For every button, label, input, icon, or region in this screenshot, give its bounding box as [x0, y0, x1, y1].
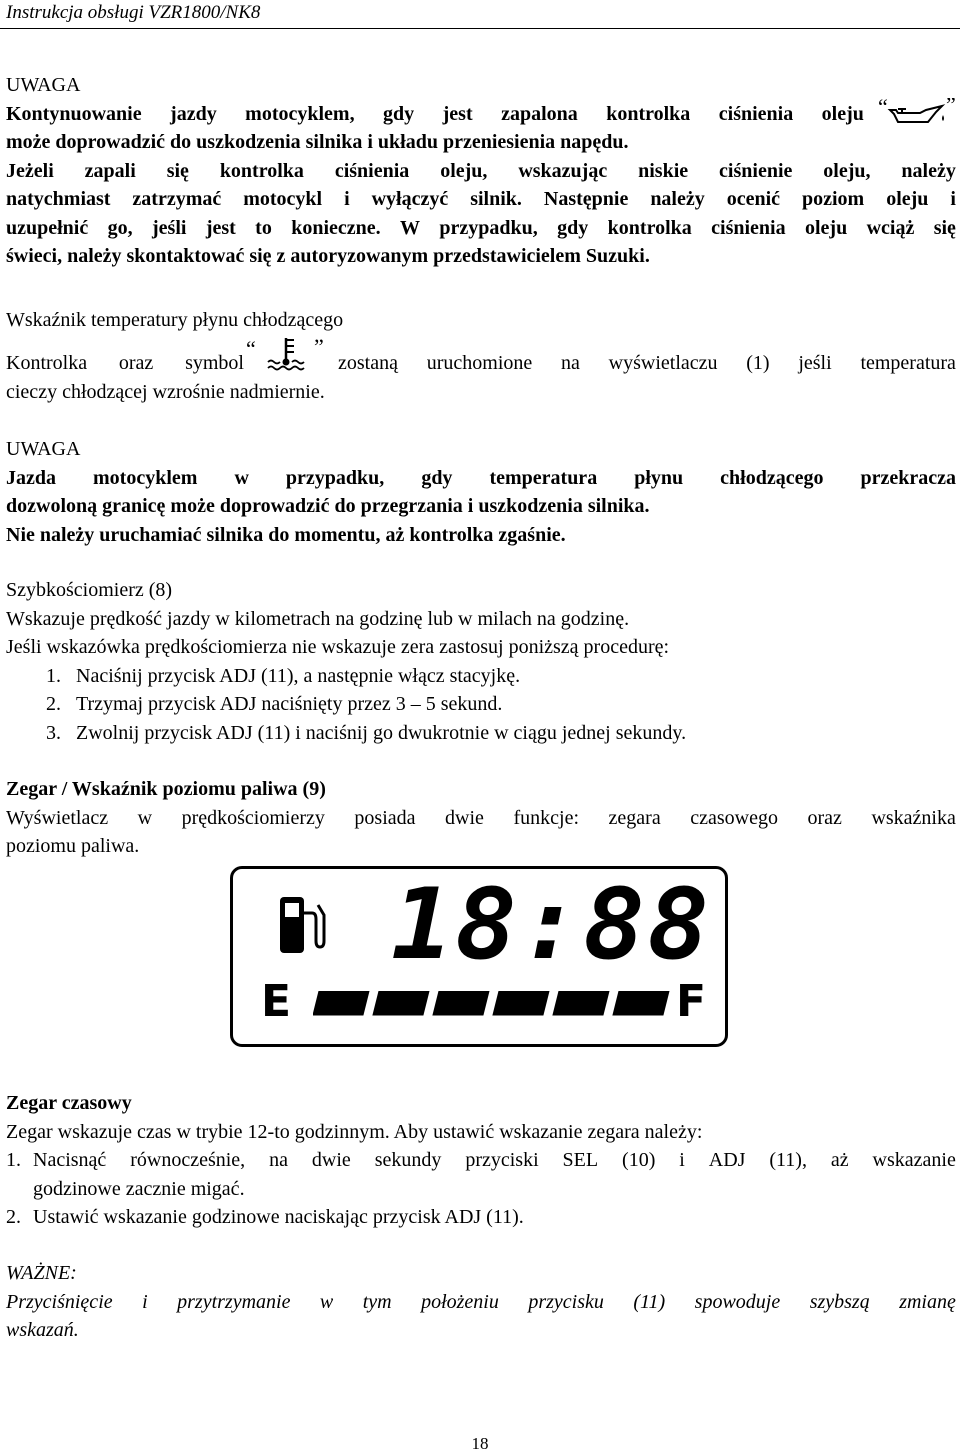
word: się — [166, 159, 189, 182]
coolant-line1-left — [6, 349, 244, 378]
lcd-time: 18:88 — [391, 868, 712, 982]
word: Przyciśnięcie — [6, 1290, 113, 1313]
word: należy — [650, 188, 705, 210]
coolant-warning-section — [6, 435, 956, 549]
word: i — [142, 1290, 148, 1313]
svg-text:”: ” — [946, 98, 956, 117]
oil-warning-line1 — [6, 100, 864, 129]
word: przypadku, — [285, 466, 385, 489]
word: dwie — [311, 1149, 351, 1171]
svg-text:“: “ — [246, 336, 256, 361]
step-text: Trzymaj przycisk ADJ naciśnięty przez 3 – 5 sekund. — [76, 693, 503, 715]
lcd-display — [230, 866, 728, 1047]
word: posiada — [354, 806, 416, 829]
word: Jazda — [6, 466, 56, 489]
fuel-segment — [373, 991, 429, 1015]
coolant-section — [6, 306, 956, 335]
word: Jeżeli — [6, 159, 54, 182]
coolant-line2: cieczy chłodzącej wzrośnie nadmiernie. — [6, 380, 325, 403]
coolant-temperature-icon — [244, 334, 330, 374]
word: ciśnienia — [718, 102, 794, 125]
word: oleju — [821, 102, 864, 125]
word: oraz — [807, 806, 842, 829]
word: temperatura — [860, 352, 956, 374]
word: oleju, — [440, 159, 488, 182]
clock-step1-line1 — [33, 1146, 956, 1175]
word: szybszą — [809, 1290, 870, 1313]
word: dwie — [445, 806, 484, 829]
header-title: Instrukcja obsługi VZR1800/NK8 — [6, 2, 261, 23]
clock-fuel-line1 — [6, 804, 956, 833]
page-number: 18 — [471, 1434, 489, 1453]
word: jeśli — [152, 216, 187, 239]
word: motocykl — [243, 188, 323, 210]
word: kontrolka — [607, 216, 692, 239]
word: to — [255, 216, 272, 239]
fuel-segment — [553, 991, 609, 1015]
important-line2: wskazań. — [6, 1319, 79, 1341]
clock-step — [6, 1146, 956, 1175]
word: SEL — [562, 1149, 599, 1171]
word: ciśnienie — [719, 159, 793, 182]
coolant-heading: Wskaźnik temperatury płynu chłodzącego — [6, 309, 344, 331]
oil-warning-line6: świeci, należy skontaktować się z autoryzowanym przedstawicielem Suzuki. — [6, 245, 650, 267]
word: ocenić — [726, 188, 781, 210]
fuel-level-bar — [313, 991, 673, 1017]
oil-warning-line4 — [6, 185, 956, 214]
oil-warning-section — [6, 71, 956, 271]
word: ADJ — [708, 1149, 746, 1171]
word: symbol — [185, 352, 244, 374]
important-section — [6, 1259, 956, 1345]
step-number: 1. — [6, 1149, 21, 1171]
word: (10) — [622, 1149, 656, 1171]
word: (11), — [769, 1149, 807, 1171]
speedometer-heading: Szybkościomierz (8) — [6, 579, 173, 601]
clock-line1: Zegar wskazuje czas w trybie 12-to godzinnym. Aby ustawić wskazanie zegara należy: — [6, 1120, 703, 1143]
speedometer-step — [6, 719, 956, 748]
coolant-body — [6, 349, 956, 406]
word: go, — [107, 216, 133, 239]
lcd-full-label: F — [676, 976, 707, 1027]
oil-can-icon — [876, 98, 958, 132]
step-number: 2. — [46, 693, 61, 715]
word: ciśnienia — [334, 159, 410, 182]
word: uruchomione — [426, 352, 533, 374]
fuel-segment — [493, 991, 549, 1015]
clock-fuel-line2: poziomu paliwa. — [6, 835, 140, 857]
word: Wyświetlacz — [6, 806, 109, 829]
word: Kontrolka — [6, 352, 88, 374]
clock-step — [6, 1203, 956, 1232]
clock-fuel-heading: Zegar / Wskaźnik poziomu paliwa (9) — [6, 778, 326, 800]
speedometer-line1: Wskazuje prędkość jazdy w kilometrach na godzinę lub w milach na godzinę. — [6, 607, 630, 630]
word: temperatura — [489, 466, 598, 489]
clock-step1-line2: godzinowe zacznie migać. — [33, 1177, 245, 1200]
word: jest — [442, 102, 473, 125]
step-text: Naciśnij przycisk ADJ (11), a następnie włącz stacyjkę. — [76, 664, 521, 687]
word: (1) — [746, 352, 770, 374]
coolant-line1-right — [338, 349, 956, 378]
word: natychmiast — [6, 188, 111, 210]
fuel-segment — [433, 991, 489, 1015]
word: przypadku, — [439, 216, 538, 239]
word: funkcje: — [513, 806, 579, 829]
word: wyświetlaczu — [608, 352, 718, 374]
word: oleju, — [823, 159, 871, 182]
word: gdy — [383, 102, 415, 125]
speedometer-step — [6, 690, 956, 719]
word: w — [319, 1290, 334, 1313]
word: zostaną — [338, 352, 398, 374]
word: wskaźnika — [871, 806, 956, 829]
fuel-segment — [613, 991, 669, 1015]
word: zmianę — [899, 1290, 956, 1313]
word: jeśli — [798, 352, 832, 374]
oil-warning-heading: UWAGA — [6, 74, 81, 96]
word: kontrolka — [606, 102, 691, 125]
fuel-pump-icon — [276, 893, 330, 957]
word: i — [950, 188, 956, 210]
word: oraz — [118, 352, 154, 374]
lcd-empty-label: E — [261, 976, 292, 1027]
svg-text:”: ” — [314, 334, 324, 359]
word: chłodzącego — [720, 466, 824, 489]
word: motocyklem, — [245, 102, 355, 125]
word: przekracza — [860, 466, 956, 489]
word: zapali — [84, 159, 136, 182]
word: Następnie — [543, 188, 629, 210]
word: czasowego — [690, 806, 778, 829]
word: płynu — [634, 466, 684, 489]
word: W — [400, 216, 421, 239]
fuel-segment — [313, 991, 369, 1015]
word: Kontynuowanie — [6, 102, 142, 125]
step-number: 1. — [46, 664, 61, 687]
word: wciąż — [866, 216, 915, 239]
word: wskazując — [518, 159, 608, 182]
word: tym — [362, 1290, 392, 1313]
word: jazdy — [170, 102, 217, 125]
step-number: 3. — [46, 721, 61, 744]
word: w — [137, 806, 153, 829]
word: równocześnie, — [130, 1149, 246, 1171]
word: na — [561, 352, 580, 374]
page-header — [0, 0, 960, 29]
word: należy — [901, 159, 956, 182]
word: motocyklem — [93, 466, 198, 489]
coolant-warning-line1 — [6, 464, 956, 493]
word: wskazanie — [872, 1149, 956, 1171]
oil-warning-line2: może doprowadzić do uszkodzenia silnika i układu przeniesienia napędu. — [6, 131, 629, 153]
speedometer-step — [6, 662, 956, 691]
word: zegara — [608, 806, 661, 829]
word: zapalona — [501, 102, 578, 125]
word: przycisku — [528, 1290, 604, 1313]
clock-fuel-section — [6, 775, 956, 861]
step-text: Ustawić wskazanie godzinowe naciskając przycisk ADJ (11). — [33, 1206, 524, 1228]
word: uzupełnić — [6, 216, 89, 239]
word: silnik. — [470, 188, 522, 210]
word: wyłączyć — [371, 188, 449, 210]
word: gdy — [557, 216, 589, 239]
word: konieczne. — [291, 216, 381, 239]
svg-text:“: “ — [878, 98, 888, 119]
word: i — [344, 188, 350, 210]
word: zatrzymać — [132, 188, 222, 210]
word: oleju — [886, 188, 929, 210]
word: niskie — [638, 159, 689, 182]
step-number: 2. — [6, 1206, 21, 1228]
word: kontrolka — [219, 159, 304, 182]
important-heading: WAŻNE: — [6, 1262, 77, 1284]
word: i — [679, 1149, 685, 1171]
step-text: Zwolnij przycisk ADJ (11) i naciśnij go dwukrotnie w ciągu jednej sekundy. — [76, 721, 687, 744]
oil-warning-line3 — [6, 157, 956, 186]
word: ciśnienia — [711, 216, 786, 239]
coolant-warning-heading: UWAGA — [6, 438, 81, 460]
oil-warning-line5 — [6, 214, 956, 243]
word: jest — [205, 216, 236, 239]
coolant-warning-line3: Nie należy uruchamiać silnika do momentu, aż kontrolka zgaśnie. — [6, 523, 566, 546]
important-line1 — [6, 1288, 956, 1317]
clock-section — [6, 1089, 956, 1232]
word: Nacisnąć — [33, 1149, 107, 1171]
speedometer-line2: Jeśli wskazówka prędkościomierza nie wskazuje zera zastosuj poniższą procedurę: — [6, 636, 670, 658]
word: spowoduje — [694, 1290, 781, 1313]
word: sekundy — [374, 1149, 442, 1171]
speedometer-section — [6, 576, 956, 747]
word: na — [269, 1149, 288, 1171]
word: przytrzymanie — [177, 1290, 291, 1313]
coolant-warning-line2: dozwoloną granicę może doprowadzić do przegrzania i uszkodzenia silnika. — [6, 495, 650, 517]
word: gdy — [421, 466, 453, 489]
word: w — [234, 466, 249, 489]
word: położeniu — [421, 1290, 499, 1313]
word: (11) — [633, 1290, 666, 1313]
word: aż — [830, 1149, 849, 1171]
clock-heading: Zegar czasowy — [6, 1092, 132, 1114]
word: się — [933, 216, 956, 239]
word: prędkościomierzy — [181, 806, 325, 829]
word: przyciski — [465, 1149, 539, 1171]
word: oleju — [804, 216, 848, 239]
word: poziom — [802, 188, 865, 210]
